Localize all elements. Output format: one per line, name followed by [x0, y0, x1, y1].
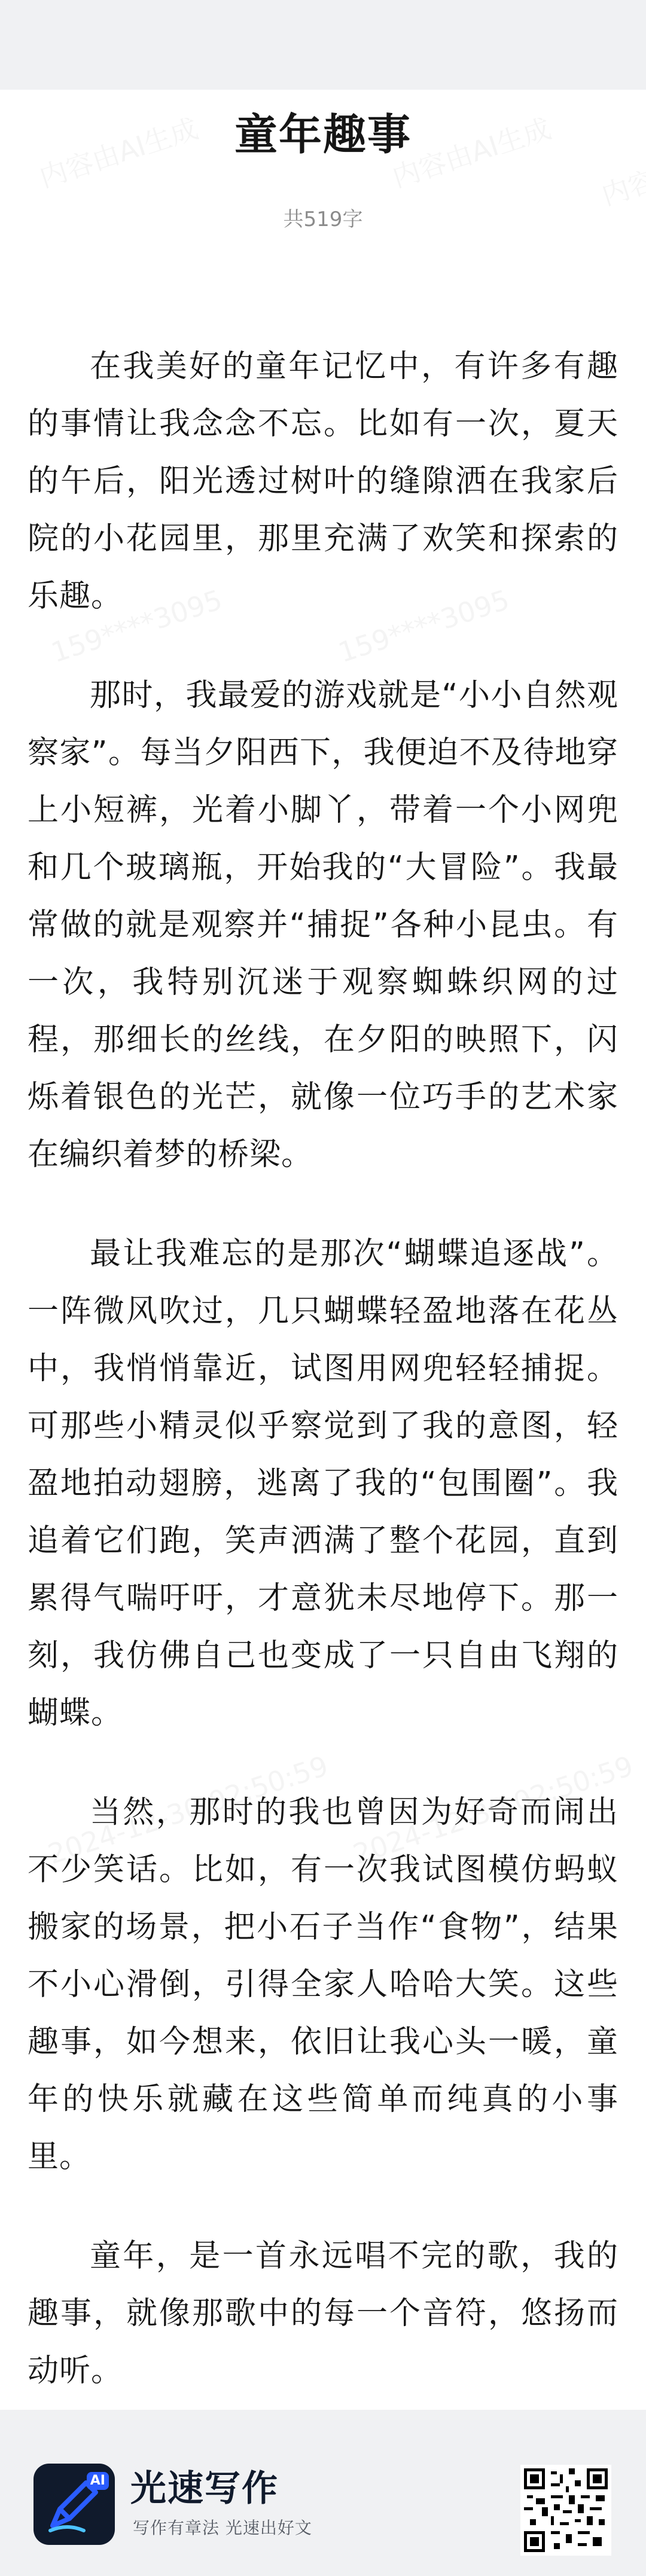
app-logo — [33, 2464, 115, 2545]
paragraph-5: 童年，是一首永远唱不完的歌，我的趣事，就像那歌中的每一个音符，悠扬而动听。 — [28, 2238, 618, 2389]
paragraph-1: 在我美好的童年记忆中，有许多有趣的事情让我念念不忘。比如有一次，夏天的午后，阳光透过树叶的缝隙洒在我家后院的小花园里，那里充满了欢笑和探索的乐趣。 — [28, 349, 618, 614]
top-strip — [0, 0, 646, 90]
qr-code-icon[interactable] — [520, 2465, 611, 2556]
paragraph-2: 那时，我最爱的游戏就是“小小自然观察家”。每当夕阳西下，我便迫不及待地穿上小短裤，光着小脚丫，带着一个小网兜和几个玻璃瓶，开始我的“大冒险”。我最常做的就是观察并“捕捉”各种小昆虫。有一次，我特别沉迷于观察蜘蛛织网的过程，那细长的丝线，在夕阳的映照下，闪烁着银色的光芒，就像一位巧手的艺术家在编织着梦的桥梁。 — [28, 677, 618, 1173]
article-title: 童年趣事 — [234, 109, 412, 160]
brand-slogan: 写作有章法 光速出好文 — [133, 2518, 312, 2538]
footer — [0, 2410, 646, 2576]
ai-badge: AI — [87, 2472, 109, 2490]
paragraph-3: 最让我难忘的是那次“蝴蝶追逐战”。一阵微风吹过，几只蝴蝶轻盈地落在花丛中，我悄悄靠近，试图用网兜轻轻捕捉。可那些小精灵似乎察觉到了我的意图，轻盈地拍动翅膀，逃离了我的“包围圈”。我追着它们跑，笑声洒满了整个花园，直到累得气喘吁吁，才意犹未尽地停下。那一刻，我仿佛自己也变成了一只自由飞翔的蝴蝶。 — [28, 1236, 618, 1731]
article-body — [28, 338, 618, 2441]
word-count: 共519字 — [283, 207, 363, 231]
brand-name: 光速写作 — [130, 2468, 279, 2510]
paragraph-4: 当然，那时的我也曾因为好奇而闹出不少笑话。比如，有一次我试图模仿蚂蚁搬家的场景，把小石子当作“食物”，结果不小心滑倒，引得全家人哈哈大笑。这些趣事，如今想来，依旧让我心头一暖，童年的快乐就藏在这些简单而纯真的小事里。 — [28, 1794, 618, 2175]
